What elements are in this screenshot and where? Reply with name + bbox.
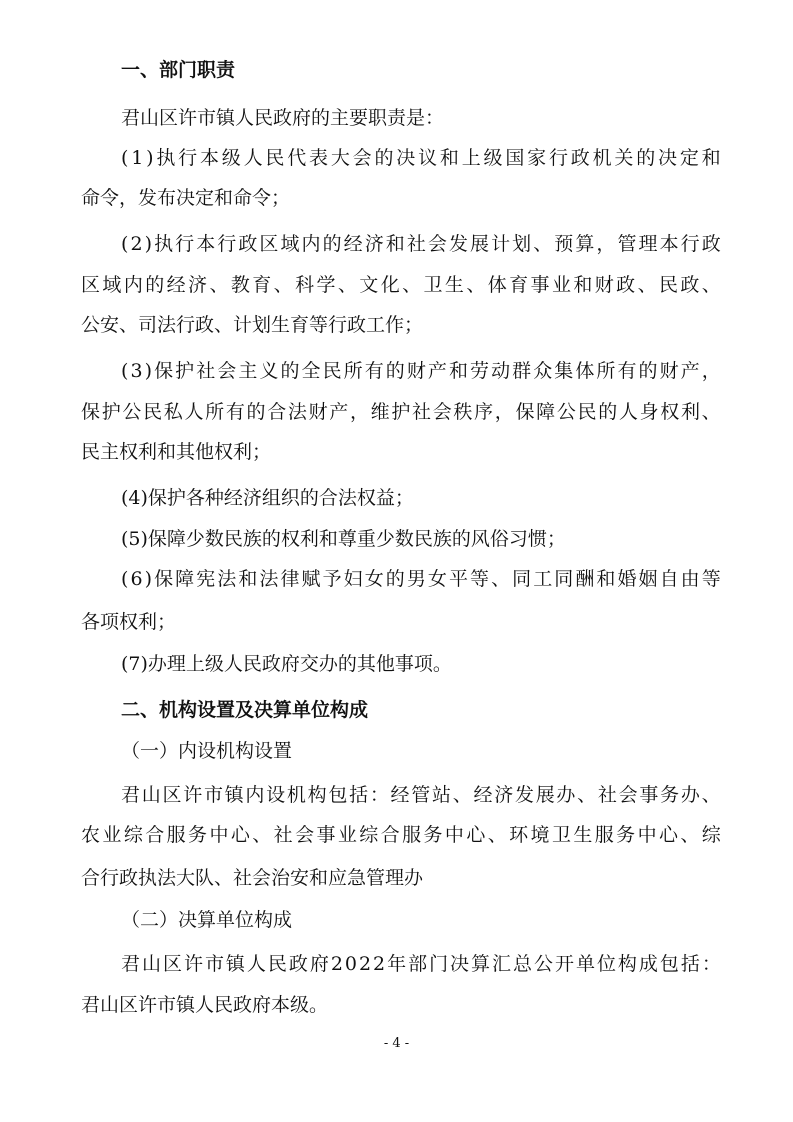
subsection-title-internal-bodies: （一）内设机构设置 (121, 740, 293, 762)
internal-bodies-line-3: 合行政执法大队、社会治安和应急管理办 (81, 867, 424, 889)
accounting-units-line-1: 君 山 区 许 市 镇 人 民 政 府 2 0 2 2 年 部 门 决 算 汇 总 公 开 单 位 构 成 包 括 ： (121, 953, 721, 975)
duty-item-1-line-1: ( 1 ) 执 行 本 级 人 民 代 表 大 会 的 决 议 和 上 级 国 家 行 政 机 关 的 决 定 和 (121, 147, 721, 169)
duty-item-2-line-2: 区 域 内 的 经 济 、 教 育 、 科 学 、 文 化 、 卫 生 、 体 育 事 业 和 财 政 、 民 政 、 (81, 274, 721, 296)
duty-item-3-line-2: 保 护 公 民 私 人 所 有 的 合 法 财 产 ， 维 护 社 会 秩 序 ， 保 障 公 民 的 人 身 权 利 、 (81, 401, 721, 423)
section-heading-duties: 一、部门职责 (121, 59, 236, 81)
page-number: - 4 - (383, 1036, 410, 1051)
section-heading-organization: 二、机构设置及决算单位构成 (121, 699, 369, 721)
duty-item-7: (7)办理上级人民政府交办的其他事项。 (121, 653, 452, 675)
duty-item-6-line-2: 各项权利； (81, 611, 177, 633)
duty-item-5: (5)保障少数民族的权利和尊重少数民族的风俗习惯； (121, 528, 566, 550)
duty-item-1-line-2: 命令，发布决定和命令； (81, 187, 291, 209)
subsection-title-accounting-units: （二）决算单位构成 (121, 909, 293, 931)
duty-item-4: (4)保护各种经济组织的合法权益； (121, 487, 414, 509)
duty-item-3-line-3: 民主权利和其他权利； (81, 441, 272, 463)
duties-intro: 君山区许市镇人民政府的主要职责是： (121, 107, 445, 129)
duty-item-2-line-1: ( 2 ) 执 行 本 行 政 区 域 内 的 经 济 和 社 会 发 展 计 划 、 预 算 ， 管 理 本 行 政 (121, 233, 721, 255)
accounting-units-line-2: 君山区许市镇人民政府本级。 (81, 994, 329, 1016)
internal-bodies-line-1: 君 山 区 许 市 镇 内 设 机 构 包 括 ： 经 管 站 、 经 济 发 展 办 、 社 会 事 务 办 、 (121, 784, 721, 806)
duty-item-2-line-3: 公安、司法行政、计划生育等行政工作； (81, 314, 424, 336)
duty-item-3-line-1: ( 3 ) 保 护 社 会 主 义 的 全 民 所 有 的 财 产 和 劳 动 群 众 集 体 所 有 的 财 产 ， (121, 360, 721, 382)
duty-item-6-line-1: ( 6 ) 保 障 宪 法 和 法 律 赋 予 妇 女 的 男 女 平 等 、 同 工 同 酬 和 婚 姻 自 由 等 (121, 568, 721, 590)
internal-bodies-line-2: 农 业 综 合 服 务 中 心 、 社 会 事 业 综 合 服 务 中 心 、 环 境 卫 生 服 务 中 心 、 综 (81, 824, 721, 846)
